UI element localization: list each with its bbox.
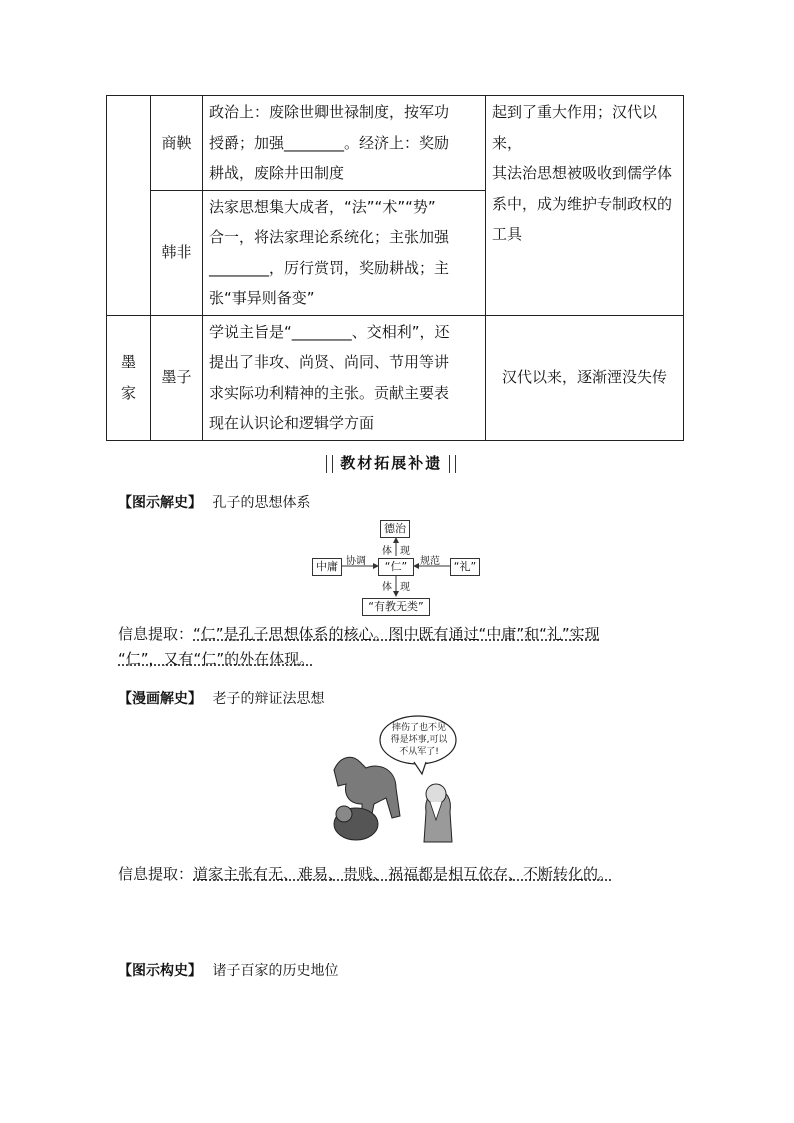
- text-line: 工具: [492, 225, 523, 243]
- section2-bracket: 【漫画解史】: [118, 691, 202, 707]
- info-label: 信息提取：: [118, 625, 194, 643]
- person-hanfei: 韩非: [151, 190, 203, 315]
- info-label: 信息提取：: [118, 865, 194, 883]
- schools-table: [106, 95, 684, 441]
- school-cell-legalist: [107, 96, 151, 316]
- text-line: 起到了重大作用；汉代以来，: [492, 103, 658, 152]
- school-name-char: 墨: [120, 353, 136, 371]
- text-line: 张“事异则备变”: [209, 289, 315, 307]
- text-line: 提出了非攻、尚贤、尚同、节用等讲: [209, 353, 450, 371]
- speech-bubble-text: [388, 722, 450, 758]
- text-line: 政治上：废除世卿世禄制度，按军功: [209, 103, 450, 121]
- text-line: 合一，将法家理论系统化；主张加强: [209, 228, 450, 246]
- label-xietiao: 协调: [346, 556, 366, 567]
- school-cell-mohist: [107, 315, 151, 440]
- info-text: “仁”，又有“仁”的外在体现。: [118, 650, 315, 668]
- box-zhongyong: 中庸: [312, 558, 342, 576]
- section2-heading: [118, 688, 324, 708]
- laozi-cartoon: [326, 712, 466, 852]
- text-line: 法家思想集大成者，“法”“术”“势”: [209, 197, 436, 216]
- text-line: ________，厉行赏罚，奖励耕战；主: [209, 258, 450, 277]
- label-xian-bottom: 现: [400, 582, 410, 593]
- text-line: 授爵；加强________。经济上：奖励: [209, 133, 450, 152]
- box-youjiaowulei: “有教无类”: [362, 598, 430, 616]
- section3-heading: [118, 960, 338, 980]
- section-banner: [326, 452, 456, 473]
- label-ti-top: 体: [382, 546, 392, 557]
- section2-title: 老子的辩证法思想: [212, 691, 325, 707]
- confucius-diagram: [310, 518, 490, 618]
- banner-bar-left: [326, 455, 333, 473]
- text-line: 现在认识论和逻辑学方面: [209, 414, 375, 432]
- person-shangyang: 商鞅: [151, 96, 203, 191]
- school-name-char: 家: [120, 383, 136, 402]
- shangyang-content: [203, 96, 486, 191]
- mohist-evaluation: 汉代以来，逐渐湮没失传: [486, 315, 684, 440]
- banner-text: 教材拓展补遗: [340, 454, 443, 472]
- section1-heading: [118, 492, 310, 512]
- section1-info: [118, 622, 688, 672]
- box-ren: “仁”: [378, 558, 414, 576]
- box-li: “礼”: [450, 558, 480, 576]
- label-ti-bottom: 体: [382, 582, 392, 593]
- bubble-line: 得是坏事,可以: [390, 735, 448, 745]
- text-line: 求实际功利精神的主张。贡献主要表: [209, 383, 450, 402]
- banner-bar-right: [449, 455, 456, 473]
- info-text: “仁”是孔子思想体系的核心。图中既有通过“中庸”和“礼”实现: [193, 625, 600, 643]
- section3-bracket: 【图示构史】: [118, 963, 202, 979]
- bubble-line: 摔伤了也不见: [391, 723, 446, 733]
- label-guifan: 规范: [420, 556, 440, 567]
- section2-info: [118, 862, 688, 887]
- text-line: 耕战，废除井田制度: [209, 164, 345, 182]
- mozi-content: [203, 315, 486, 440]
- legalist-evaluation: [486, 96, 684, 316]
- person-mozi: 墨子: [151, 315, 203, 440]
- section1-bracket: 【图示解史】: [118, 495, 202, 511]
- label-xian-top: 现: [400, 546, 410, 557]
- text-line: 其法治思想被吸收到儒学体: [492, 164, 673, 182]
- box-dezhi: 德治: [380, 520, 410, 538]
- info-text: 道家主张有无、难易、贵贱、祸福都是相互依存、不断转化的。: [193, 865, 614, 883]
- section1-title: 孔子的思想体系: [212, 495, 311, 511]
- bubble-line: 不从军了!: [399, 747, 439, 757]
- text-line: 系中，成为维护专制政权的: [492, 194, 673, 213]
- section3-title: 诸子百家的历史地位: [212, 963, 339, 979]
- hanfei-content: [203, 190, 486, 315]
- text-line: 学说主旨是“________、交相利”，还: [209, 322, 450, 341]
